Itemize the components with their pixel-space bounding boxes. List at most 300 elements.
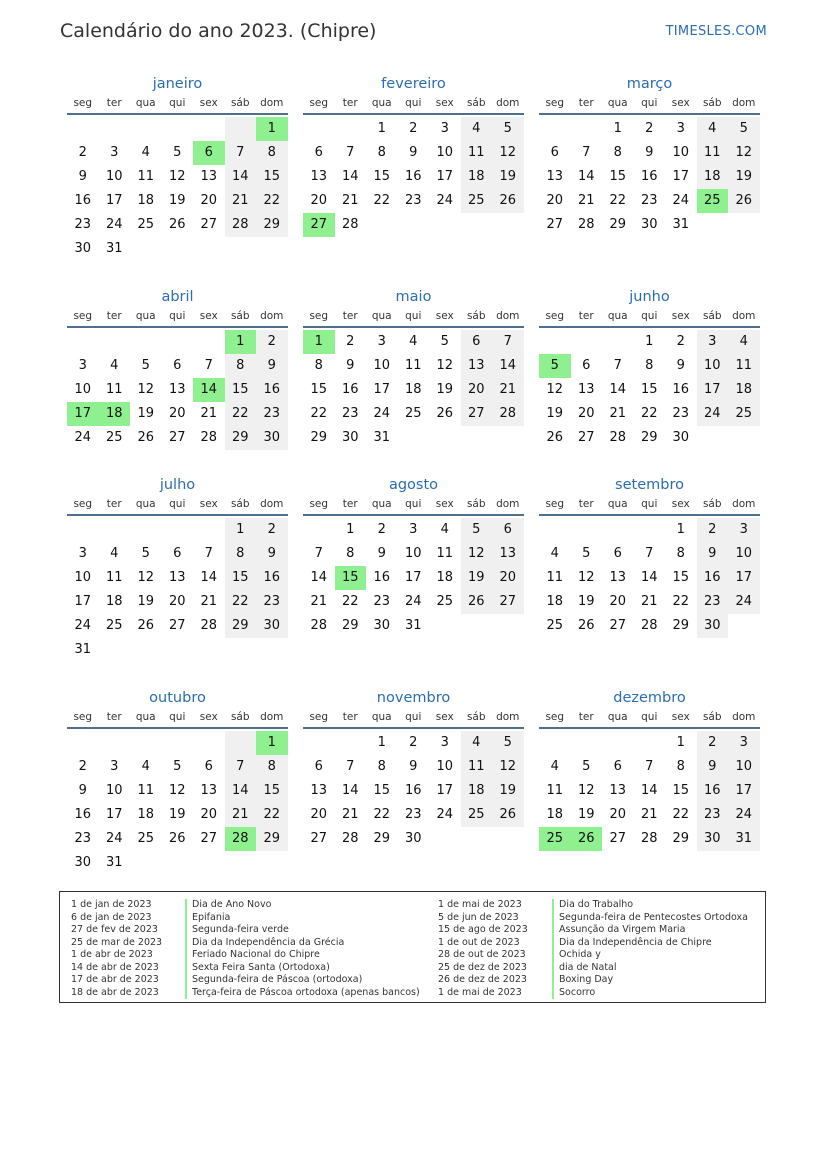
month-julho (67, 474, 288, 662)
day-cell: 18 (461, 165, 493, 189)
weekday-header (303, 95, 524, 115)
month-janeiro (67, 73, 288, 261)
weekday-header (67, 709, 288, 729)
day-cell: 3 (110, 759, 119, 774)
day-cell: 30 (74, 855, 92, 870)
day-cell: 17 (436, 783, 454, 798)
day-cell: 12 (577, 570, 595, 585)
day-cell: 22 (225, 590, 257, 614)
day-cell: 20 (577, 406, 595, 421)
day-cell: 23 (697, 590, 729, 614)
day-cell: 29 (225, 614, 257, 638)
day-cell: 1 (225, 518, 257, 542)
empty-cell (602, 330, 634, 354)
legend-holiday-name: Segunda-feira de Pentecostes Ortodoxa (552, 912, 748, 925)
day-grid (539, 330, 760, 450)
day-cell: 20 (609, 807, 627, 822)
weekday-header (539, 95, 760, 115)
day-cell: 26 (461, 590, 493, 614)
day-cell: 24 (105, 831, 123, 846)
weekday-label: qua (371, 97, 392, 109)
day-cell: 8 (256, 755, 288, 779)
legend-row (438, 949, 748, 962)
month-setembro (539, 474, 760, 638)
day-cell: 4 (409, 334, 418, 349)
day-cell: 24 (373, 406, 391, 421)
weekday-label: qui (641, 711, 658, 723)
day-cell: 27 (461, 402, 493, 426)
day-cell: 5 (173, 145, 182, 160)
month-maio (303, 286, 524, 450)
empty-cell (193, 330, 225, 354)
day-cell: 15 (310, 382, 328, 397)
weekday-header (539, 308, 760, 328)
day-cell: 20 (200, 807, 218, 822)
day-cell: 6 (173, 358, 182, 373)
day-cell: 14 (310, 570, 328, 585)
day-cell: 17 (436, 169, 454, 184)
day-cell: 29 (609, 217, 627, 232)
weekday-label: qui (169, 310, 186, 322)
day-cell: 10 (373, 358, 391, 373)
day-cell: 24 (728, 803, 760, 827)
day-cell: 27 (168, 430, 186, 445)
day-cell: 2 (346, 334, 355, 349)
weekday-label: qua (371, 498, 392, 510)
month-name: dezembro (613, 690, 686, 706)
month-março (539, 73, 760, 237)
day-cell: 3 (728, 731, 760, 755)
day-cell: 10 (728, 542, 760, 566)
day-cell: 16 (74, 807, 92, 822)
month-name: janeiro (152, 76, 203, 92)
day-cell: 27 (609, 831, 627, 846)
weekday-label: sex (435, 498, 454, 510)
day-cell: 3 (697, 330, 729, 354)
day-cell: 12 (577, 783, 595, 798)
day-cell: 6 (204, 759, 213, 774)
day-cell: 17 (672, 169, 690, 184)
weekday-label: qui (405, 711, 422, 723)
day-cell: 16 (404, 169, 422, 184)
day-cell: 18 (404, 382, 422, 397)
weekday-label: ter (342, 97, 358, 109)
day-cell: 5 (492, 731, 524, 755)
weekday-label: qua (135, 97, 156, 109)
day-cell: 11 (546, 570, 564, 585)
weekday-label: ter (578, 711, 594, 723)
day-cell: 11 (404, 358, 422, 373)
day-cell: 2 (409, 735, 418, 750)
empty-cell (193, 518, 225, 542)
holiday-day-cell: 1 (256, 117, 288, 141)
month-name: novembro (376, 690, 451, 706)
day-cell: 30 (341, 430, 359, 445)
empty-cell (634, 731, 666, 755)
day-cell: 10 (697, 354, 729, 378)
day-cell: 26 (728, 189, 760, 213)
day-cell: 1 (676, 522, 685, 537)
day-cell: 30 (697, 827, 729, 851)
legend-holiday-name: Sexta Feira Santa (Ortodoxa) (185, 962, 330, 975)
day-cell: 30 (74, 241, 92, 256)
day-cell: 4 (728, 330, 760, 354)
day-cell: 24 (672, 193, 690, 208)
empty-cell (162, 731, 194, 755)
day-cell: 2 (645, 121, 654, 136)
empty-cell (67, 518, 99, 542)
day-cell: 8 (314, 358, 323, 373)
day-cell: 22 (672, 807, 690, 822)
day-cell: 20 (168, 406, 186, 421)
legend-row (438, 987, 748, 1000)
day-cell: 31 (404, 618, 422, 633)
day-cell: 15 (609, 169, 627, 184)
day-cell: 13 (461, 354, 493, 378)
day-cell: 23 (341, 406, 359, 421)
day-cell: 23 (697, 803, 729, 827)
day-cell: 25 (461, 803, 493, 827)
day-grid (67, 117, 288, 261)
day-cell: 7 (582, 145, 591, 160)
day-cell: 1 (346, 522, 355, 537)
day-cell: 16 (404, 783, 422, 798)
weekday-label: ter (578, 97, 594, 109)
day-cell: 8 (645, 358, 654, 373)
day-cell: 14 (577, 169, 595, 184)
day-cell: 21 (225, 803, 257, 827)
day-cell: 21 (609, 406, 627, 421)
empty-cell (303, 731, 335, 755)
weekday-label: sex (435, 711, 454, 723)
day-cell: 20 (310, 807, 328, 822)
day-cell: 15 (672, 783, 690, 798)
weekday-label: dom (732, 310, 756, 322)
weekday-label: qua (607, 310, 628, 322)
day-cell: 13 (609, 570, 627, 585)
weekday-label: sex (199, 97, 218, 109)
legend-column-right (438, 899, 748, 999)
empty-cell (539, 518, 571, 542)
empty-cell (67, 330, 99, 354)
weekday-label: qui (405, 498, 422, 510)
day-cell: 17 (697, 378, 729, 402)
weekday-label: seg (545, 310, 565, 322)
holiday-day-cell: 6 (193, 141, 225, 165)
day-cell: 30 (404, 831, 422, 846)
day-grid (539, 731, 760, 851)
legend-date: 1 de out de 2023 (438, 936, 520, 948)
day-cell: 13 (200, 169, 218, 184)
weekday-label: sáb (466, 97, 486, 109)
day-cell: 28 (341, 217, 359, 232)
weekday-label: sáb (230, 310, 250, 322)
day-cell: 26 (546, 430, 564, 445)
day-cell: 13 (310, 169, 328, 184)
day-cell: 21 (640, 807, 658, 822)
day-cell: 1 (645, 334, 654, 349)
day-cell: 13 (577, 382, 595, 397)
weekday-label: dom (496, 310, 520, 322)
day-cell: 11 (436, 546, 454, 561)
day-cell: 19 (436, 382, 454, 397)
empty-cell (602, 731, 634, 755)
day-cell: 28 (577, 217, 595, 232)
month-junho (539, 286, 760, 450)
weekday-label: seg (309, 310, 329, 322)
day-cell: 30 (640, 217, 658, 232)
day-cell: 2 (78, 145, 87, 160)
day-cell: 28 (492, 402, 524, 426)
day-cell: 9 (409, 145, 418, 160)
holiday-day-cell: 1 (303, 330, 335, 354)
day-cell: 28 (200, 430, 218, 445)
empty-cell (99, 117, 131, 141)
day-cell: 26 (137, 618, 155, 633)
day-cell: 12 (728, 141, 760, 165)
day-cell: 17 (728, 566, 760, 590)
day-grid (303, 518, 524, 638)
day-cell: 28 (200, 618, 218, 633)
weekday-label: seg (309, 498, 329, 510)
day-cell: 30 (256, 614, 288, 638)
weekday-label: sáb (230, 97, 250, 109)
day-cell: 20 (492, 566, 524, 590)
month-name: setembro (615, 477, 684, 493)
day-cell: 22 (256, 803, 288, 827)
day-cell: 15 (672, 570, 690, 585)
day-cell: 11 (105, 570, 123, 585)
day-cell: 19 (168, 193, 186, 208)
legend-holiday-name: Assunção da Virgem Maria (552, 924, 685, 937)
day-cell: 9 (256, 354, 288, 378)
day-cell: 8 (613, 145, 622, 160)
empty-cell (539, 731, 571, 755)
legend-date: 17 de abr de 2023 (71, 974, 159, 985)
day-cell: 10 (74, 570, 92, 585)
day-cell: 31 (105, 855, 123, 870)
day-cell: 9 (78, 169, 87, 184)
day-cell: 29 (310, 430, 328, 445)
day-cell: 3 (110, 145, 119, 160)
day-cell: 18 (137, 807, 155, 822)
day-grid (303, 731, 524, 851)
day-cell: 19 (577, 594, 595, 609)
day-cell: 5 (141, 358, 150, 373)
legend-row (438, 974, 748, 987)
day-cell: 5 (461, 518, 493, 542)
day-cell: 30 (697, 614, 729, 638)
day-cell: 15 (225, 378, 257, 402)
weekday-label: qua (607, 711, 628, 723)
holiday-day-cell: 27 (303, 213, 335, 237)
legend-row (438, 962, 748, 975)
month-name: março (626, 76, 673, 92)
day-cell: 3 (78, 358, 87, 373)
weekday-label: dom (732, 97, 756, 109)
day-cell: 10 (672, 145, 690, 160)
day-cell: 20 (546, 193, 564, 208)
day-cell: 12 (137, 570, 155, 585)
day-cell: 20 (609, 594, 627, 609)
day-cell: 18 (697, 165, 729, 189)
weekday-label: seg (73, 498, 93, 510)
weekday-label: qua (135, 310, 156, 322)
day-cell: 11 (461, 141, 493, 165)
day-cell: 2 (256, 518, 288, 542)
day-cell: 17 (728, 779, 760, 803)
day-cell: 6 (582, 358, 591, 373)
day-cell: 30 (672, 430, 690, 445)
day-cell: 30 (256, 426, 288, 450)
legend-date: 1 de jan de 2023 (71, 899, 152, 910)
day-cell: 22 (609, 193, 627, 208)
day-cell: 23 (74, 831, 92, 846)
day-cell: 26 (137, 430, 155, 445)
day-cell: 21 (577, 193, 595, 208)
legend-holiday-name: Dia da Independência de Chipre (552, 937, 712, 950)
day-cell: 12 (168, 783, 186, 798)
empty-cell (602, 518, 634, 542)
day-cell: 22 (310, 406, 328, 421)
day-cell: 25 (546, 618, 564, 633)
legend-row (71, 937, 420, 950)
day-cell: 25 (105, 430, 123, 445)
weekday-label: sex (199, 711, 218, 723)
day-cell: 19 (137, 594, 155, 609)
day-cell: 26 (168, 831, 186, 846)
day-cell: 10 (436, 145, 454, 160)
empty-cell (539, 330, 571, 354)
weekday-header (303, 709, 524, 729)
weekday-header (539, 709, 760, 729)
weekday-label: qua (135, 711, 156, 723)
weekday-label: ter (106, 498, 122, 510)
weekday-label: ter (578, 310, 594, 322)
day-cell: 5 (582, 759, 591, 774)
day-cell: 14 (341, 783, 359, 798)
day-cell: 27 (168, 618, 186, 633)
day-cell: 16 (256, 378, 288, 402)
weekday-label: sáb (702, 97, 722, 109)
legend-row (71, 924, 420, 937)
day-cell: 8 (225, 354, 257, 378)
day-cell: 22 (341, 594, 359, 609)
day-cell: 21 (310, 594, 328, 609)
day-cell: 16 (697, 566, 729, 590)
day-grid (539, 518, 760, 638)
legend-date: 26 de dez de 2023 (438, 974, 527, 985)
legend-row (71, 987, 420, 1000)
weekday-header (303, 308, 524, 328)
weekday-label: ter (106, 310, 122, 322)
day-cell: 18 (546, 594, 564, 609)
day-cell: 18 (137, 193, 155, 208)
weekday-header (539, 496, 760, 516)
day-cell: 18 (436, 570, 454, 585)
weekday-label: seg (545, 498, 565, 510)
day-cell: 29 (225, 426, 257, 450)
day-cell: 9 (676, 358, 685, 373)
day-cell: 21 (640, 594, 658, 609)
weekday-header (67, 496, 288, 516)
weekday-label: dom (496, 97, 520, 109)
weekday-label: sáb (466, 498, 486, 510)
day-cell: 3 (676, 121, 685, 136)
day-cell: 14 (200, 570, 218, 585)
legend-holiday-name: Dia do Trabalho (552, 899, 633, 912)
day-cell: 10 (105, 169, 123, 184)
day-cell: 17 (404, 570, 422, 585)
day-cell: 23 (640, 193, 658, 208)
weekday-label: dom (496, 498, 520, 510)
day-cell: 10 (728, 755, 760, 779)
day-cell: 7 (225, 141, 257, 165)
day-cell: 15 (373, 169, 391, 184)
day-cell: 3 (440, 735, 449, 750)
day-cell: 7 (492, 330, 524, 354)
day-cell: 13 (168, 570, 186, 585)
legend-holiday-name: Terça-feira de Páscoa ortodoxa (apenas bancos) (185, 987, 420, 1000)
day-cell: 8 (377, 145, 386, 160)
day-cell: 11 (461, 755, 493, 779)
weekday-label: sex (199, 498, 218, 510)
legend-row (71, 962, 420, 975)
empty-cell (303, 117, 335, 141)
legend-holiday-name: Dia de Ano Novo (185, 899, 271, 912)
weekday-label: sáb (702, 498, 722, 510)
day-cell: 19 (492, 165, 524, 189)
day-cell: 14 (640, 783, 658, 798)
page-title: Calendário do ano 2023. (Chipre) (60, 20, 377, 42)
empty-cell (634, 518, 666, 542)
empty-cell (99, 731, 131, 755)
day-cell: 5 (173, 759, 182, 774)
day-cell: 16 (697, 779, 729, 803)
month-name: maio (395, 289, 432, 305)
day-cell: 14 (640, 570, 658, 585)
day-cell: 13 (200, 783, 218, 798)
day-cell: 26 (168, 217, 186, 232)
legend-holiday-name: Segunda-feira de Páscoa (ortodoxa) (185, 974, 362, 987)
brand-link[interactable]: TIMESLES.COM (665, 24, 767, 39)
day-cell: 10 (404, 546, 422, 561)
day-cell: 11 (697, 141, 729, 165)
month-fevereiro (303, 73, 524, 237)
legend-holiday-name: Epifania (185, 912, 230, 925)
day-cell: 1 (377, 735, 386, 750)
day-cell: 4 (440, 522, 449, 537)
day-cell: 9 (409, 759, 418, 774)
month-abril (67, 286, 288, 450)
day-cell: 4 (697, 117, 729, 141)
day-cell: 21 (341, 193, 359, 208)
weekday-label: seg (73, 711, 93, 723)
weekday-label: sex (671, 310, 690, 322)
day-cell: 7 (204, 546, 213, 561)
holiday-day-cell: 14 (193, 378, 225, 402)
empty-cell (67, 731, 99, 755)
weekday-label: qua (607, 498, 628, 510)
legend-holiday-name: Ochida y (552, 949, 601, 962)
legend-row (71, 949, 420, 962)
day-cell: 24 (404, 594, 422, 609)
day-cell: 2 (697, 731, 729, 755)
day-cell: 14 (341, 169, 359, 184)
day-grid (303, 330, 524, 450)
day-cell: 31 (105, 241, 123, 256)
day-cell: 16 (672, 382, 690, 397)
